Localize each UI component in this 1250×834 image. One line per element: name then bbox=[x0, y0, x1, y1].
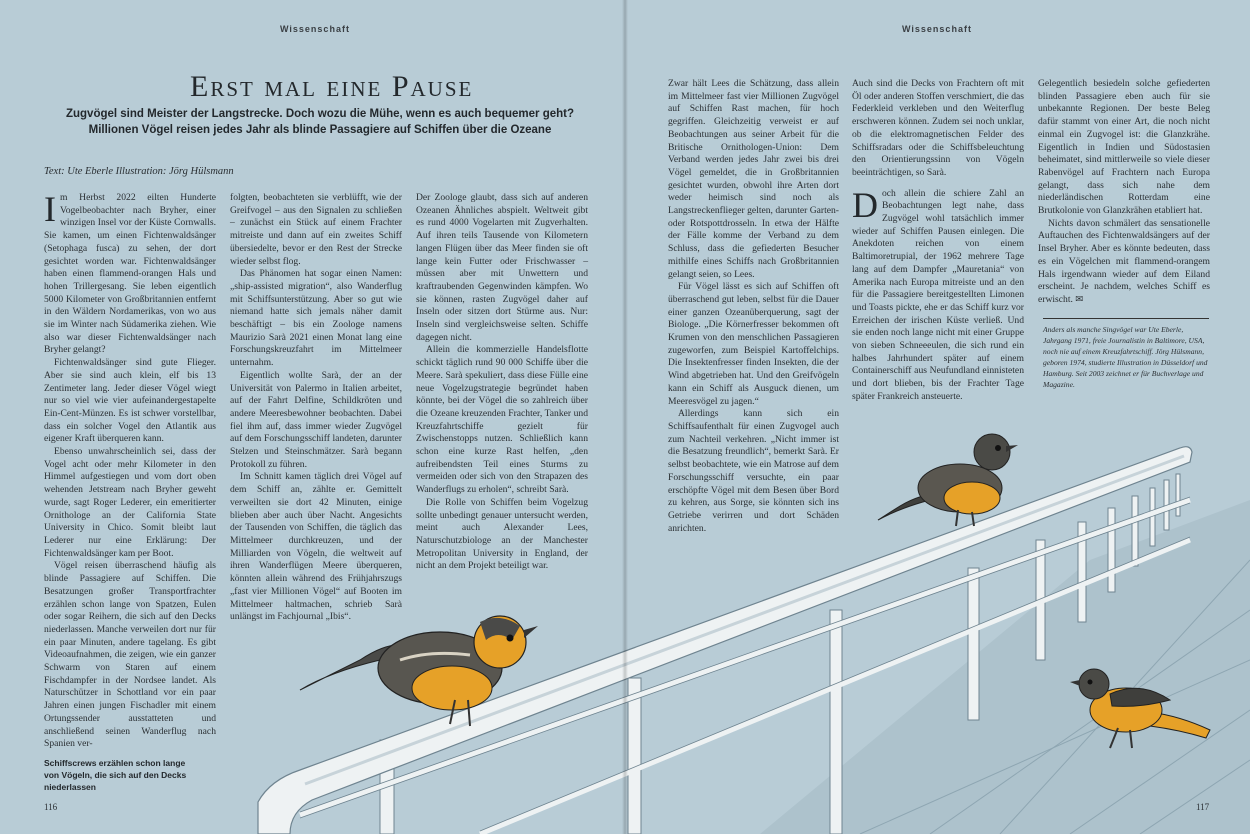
paragraph: folgten, beobachteten sie verblüfft, wie der Greifvogel – aus den Signalen zu schließen – zunächst ein Stück auf einem Frachter mitreiste und dann auf ein zweites Schiff übersiedelte, bevor er den Rest der Strecke wieder selbst flog. bbox=[230, 192, 402, 267]
dropcap: I bbox=[44, 189, 56, 229]
text-column-3 bbox=[416, 192, 588, 573]
paragraph: Vögel reisen überraschend häufig als blinde Passagiere auf Schiffen. Die Besatzungen großer Transportfrachter erzählen schon lange von Spatzen, Eulen oder sogar Reihern, die sich auf den Decks niederlassen. Manche verweilen dort nur für ein paar Minuten, andere tagelang. Es gibt Videoaufnahmen, die zeigen, wie ein ganzer Schwarm von Staren auf einem Fischdampfer in der Nordsee landet. Als Naturschützer in Schottland vor ein paar Jahren einen jungen Fischadler mit einem Ortungssender ausstatteten und anschließend seinen Wanderflug nach Spanien ver- bbox=[44, 560, 216, 750]
text-column-1 bbox=[44, 189, 216, 751]
text-column-5 bbox=[852, 78, 1024, 404]
dropcap: D bbox=[852, 184, 878, 225]
author-bio: Anders als manche Singvögel war Ute Eberle, Jahrgang 1971, freie Journalistin in Baltimore, USA, noch nie auf einem Kreuzfahrtschiff. Jörg Hülsmann, geboren 1974, studierte Illustration in Düsseldorf und Hamburg. Seit 2003 zeichnet er für Buchverlage und Magazine. bbox=[1043, 318, 1209, 390]
paragraph: Allein die kommerzielle Handelsflotte schickt täglich rund 90 000 Schiffe über die Meere. Sarà spekuliert, dass diese Fülle eine neue Vogelzugstrategie begründet haben könnte, bei der Vögel die so zahlreich über die Ozeane kreuzenden Frachter, Tanker und Kreuzfahrtschiffe gezielt für Zwischenstopps nutzen. Schließlich kann schon eine kurze Rast helfen, „den aufreibendsten Teil eines Sturms zu vermeiden oder sich von den Strapazen des Wanderflugs zu erholen“, schreibt Sarà. bbox=[416, 344, 588, 496]
paragraph: m Herbst 2022 eilten Hunderte Vogelbeobachter nach Bryher, einer winzigen Insel vor der Küste Cornwalls. Sie kamen, um einen Fichtenwaldsänger (Setophaga fusca) zu sehen, der dort gesichtet worden war. Fichtenwaldsänger haben einen flammend-orangen Hals und hohen Trillergesang. Sie leben eigentlich 5000 Kilometer von Großbritannien entfernt in den Wäldern Nordamerikas, von wo aus sie im Winter nach Südamerika ziehen. Wie also war dieser Fichtenwaldsänger nach Bryher gelangt? bbox=[44, 192, 216, 356]
paragraph: Gelegentlich besiedeln solche gefiederten blinden Passagiere eben auch für sie unbekannte Regionen. Der beste Beleg dafür stammt von einer Art, die noch nicht einmal ein Zugvogel ist: die Glanzkrähe. Eigentlich in Indien und Südostasien beheimatet, sind mittlerweile so viele dieser Rabenvögel auf Frachtern nach Europa gelangt, dass sich nahe dem niederländischen Rotterdam eine Brutkolonie von Glanzkrähen etabliert hat. bbox=[1038, 78, 1210, 217]
section-label-left: Wissenschaft bbox=[280, 24, 350, 34]
paragraph: Ebenso unwahrscheinlich sei, dass der Vogel acht oder mehr Kilometer in den Himmel aufgestiegen und vom dort oben wehenden Jetstream nach Bryher geweht wurde, sagt Roger Lederer, ein emeritierter Ornithologe an der California State University in Chico. Somit bleibt laut Lederer nur eine Erklärung: Der Fichtenwaldsänger kam per Boot. bbox=[44, 446, 216, 559]
text-column-2 bbox=[230, 192, 402, 624]
paragraph: Eigentlich wollte Sarà, der an der Universität von Palermo in Italien arbeitet, auf der Fahrt Delfine, Schildkröten und andere Meeresbewohner beobachten. Dabei fiel ihm auf, dass immer wieder Zugvögel auf dem Forschungsschiff landeten, darunter Stelzen und Steinschmätzer. Sarà begann Protokoll zu führen. bbox=[230, 369, 402, 470]
paragraph: Fichtenwaldsänger sind gute Flieger. Aber sie sind auch klein, elf bis 13 Zentimeter lang. Jeder dieser Vögel wiegt nur so viel wie vier aufeinandergestapelte Ein-Cent-Münzen. Es ist schwer vorstellbar, dass ein solcher Vogel den Atlantik aus eigener Kraft überqueren kann. bbox=[44, 357, 216, 445]
paragraph: Der Zoologe glaubt, dass sich auf anderen Ozeanen Ähnliches abspielt. Weltweit gibt es rund 4000 Vogelarten mit Zugverhalten. Auf ihren teils Tausende von Kilometern langen Flügen über das Meer finden sie oft lange kein Futter oder Frischwasser – müssen aber mit Unwettern und kraftraubenden Gegenwinden kämpfen. Wo sie können, rasten Zugvögel daher auf Inseln oder sitzen dort Stürme aus. Nur: Inseln sind vergleichsweise selten. Schiffe dagegen nicht. bbox=[416, 192, 588, 343]
paragraph: Die Rolle von Schiffen beim Vogelzug sollte unbedingt genauer untersucht werden, meint auch Alexander Lees, Naturschutzbiologe an der Manchester Metropolitan University in England, der nicht an dem Projekt beteiligt war. bbox=[416, 496, 588, 572]
oriole-bird-rail bbox=[878, 434, 1018, 526]
article-credits: Text: Ute Eberle Illustration: Jörg Hülsmann bbox=[44, 166, 234, 177]
page-number-left: 116 bbox=[44, 802, 58, 812]
paragraph: Auch sind die Decks von Frachtern oft mit Öl oder anderen Stoffen verschmiert, die das Federkleid verkleben und den Weiterflug erschweren können. Zudem sei noch unklar, ob die elektromagnetischen Felder des Schiffsradars oder die Schiffsbeleuchtung den Orientierungssinn von Vögeln beeinträchtigen, so Sarà. bbox=[852, 78, 1024, 178]
paragraph: Im Schnitt kamen täglich drei Vögel auf dem Schiff an, zählte er. Gemittelt verweilten sie dort 42 Minuten, einige blieben aber auch über Nacht. Angesichts der Tausenden von Schiffen, die täglich das Mittelmeer durchkreuzen, und der Milliarden von Vögeln, die weltweit auf ihren Wanderflügen Meere überqueren, könnten allein während des Frühjahrszugs „fast vier Millionen Vögel“ auf Booten im Mittelmeer haltmachen, schrieb Sarà unlängst im Fachjournal „Ibis“. bbox=[230, 471, 402, 623]
text-column-4 bbox=[668, 78, 839, 535]
article-title: Erst mal eine Pause bbox=[190, 70, 474, 103]
paragraph: Das Phänomen hat sogar einen Namen: „ship-assisted migration“, also Wanderflug mit Schiffsunterstützung. Aber so gut wie niemand hatte sich jemals näher damit beschäftigt – bis ein Zoologe namens Maurizio Sarà 2021 einen Monat lang eine Forschungskreuzfahrt im Mittelmeer unternahm. bbox=[230, 268, 402, 369]
text-column-6 bbox=[1038, 78, 1210, 307]
page-number-right: 117 bbox=[1196, 802, 1210, 812]
paragraph: Für Vögel lässt es sich auf Schiffen oft überraschend gut leben, selbst für die Dauer einer ganzen Ozeanüberquerung, sagt der Biologe. „Die Körnerfresser bekommen oft Krumen von den menschlichen Passagieren zugeworfen, zum Beispiel Kartoffelchips. Die Insektenfresser finden Insekten, die der Wind abgetrieben hat. Und den Greifvögeln kann ein Schiff als Ausguck dienen, um Meeresvögel zu jagen.“ bbox=[668, 281, 839, 407]
paragraph: Zwar hält Lees die Schätzung, dass allein im Mittelmeer fast vier Millionen Zugvögel auf Schiffen Rast machen, für hoch gegriffen. Gleichzeitig verweist er auf Beobachtungen aus seiner Arbeit für die Britische Ornithologen-Union: Dem Verband werden jedes Jahr zwei bis drei Vögel gemeldet, die in Großbritannien gesichtet wurden, obwohl ihre Arten dort weder heimisch sind noch als Langstreckenflieger gelten, darunter Garten- oder Rotspottdrosseln. In etwa der Hälfte der Fälle komme der Verband zu dem Schluss, dass die gefiederten Besucher mithilfe eines Schiffs nach Großbritannien gelangt seien, so Lees. bbox=[668, 78, 840, 280]
article-deck: Zugvögel sind Meister der Langstrecke. Doch wozu die Mühe, wenn es auch bequemer geht? Millionen Vögel reisen jedes Jahr als blinde Passagiere auf Schiffen über die Ozeane bbox=[65, 108, 574, 136]
section-label-right: Wissenschaft bbox=[902, 24, 972, 34]
image-caption: Schiffscrews erzählen schon lange von Vögeln, die sich auf den Decks niederlassen bbox=[44, 758, 187, 792]
paragraph: och allein die schiere Zahl an Beobachtungen legt nahe, dass Zugvögel wohl tatsächlich immer wieder auf Schiffen Pausen einlegen. Die Anekdoten reichen von einem Baltimoretrupial, der 1962 mehrere Tage lang auf dem Dampfer „Mauretania“ von Amerika nach Europa mitreiste und an den für die Passagiere bereitgestellten Limonen und Toasts pickte, ehe er das Schiff kurz vor Erreichen der irischen Küste verließ. Und sie enden noch lange nicht mit einer Gruppe von sieben Schneeeulen, die sich rund ein halbes Jahrhundert später auf einem Containerschiff aus Neufundland einnisteten und dort blieben, bis der Frachter Tage später Frankreich ansteuerte. bbox=[852, 187, 1024, 402]
paragraph: Allerdings kann sich ein Schiffsaufenthalt für einen Zugvogel auch zum Nachteil verkehren. „Nicht immer ist die Besatzung freundlich“, bemerkt Sarà. Er selbst beobachtete, wie ein Matrose auf dem Forschungsschiff versuchte, ein paar erschöpfte Vögel mit dem Besen über Bord zu kehren, aus Sorge, sie könnten sich ins Getriebe verirren und dort Schäden anrichten. bbox=[668, 408, 839, 534]
page-gutter bbox=[622, 0, 628, 834]
paragraph: Nichts davon schmälert das sensationelle Auftauchen des Fichtenwaldsängers auf der Insel Bryher. Aber es könnte bedeuten, dass es ein Vögelchen mit flammend-orangem Hals irgendwann wieder auf dem Eiland erscheint. Je nachdem, welches Schiff es erwischt. ✉ bbox=[1038, 217, 1210, 305]
